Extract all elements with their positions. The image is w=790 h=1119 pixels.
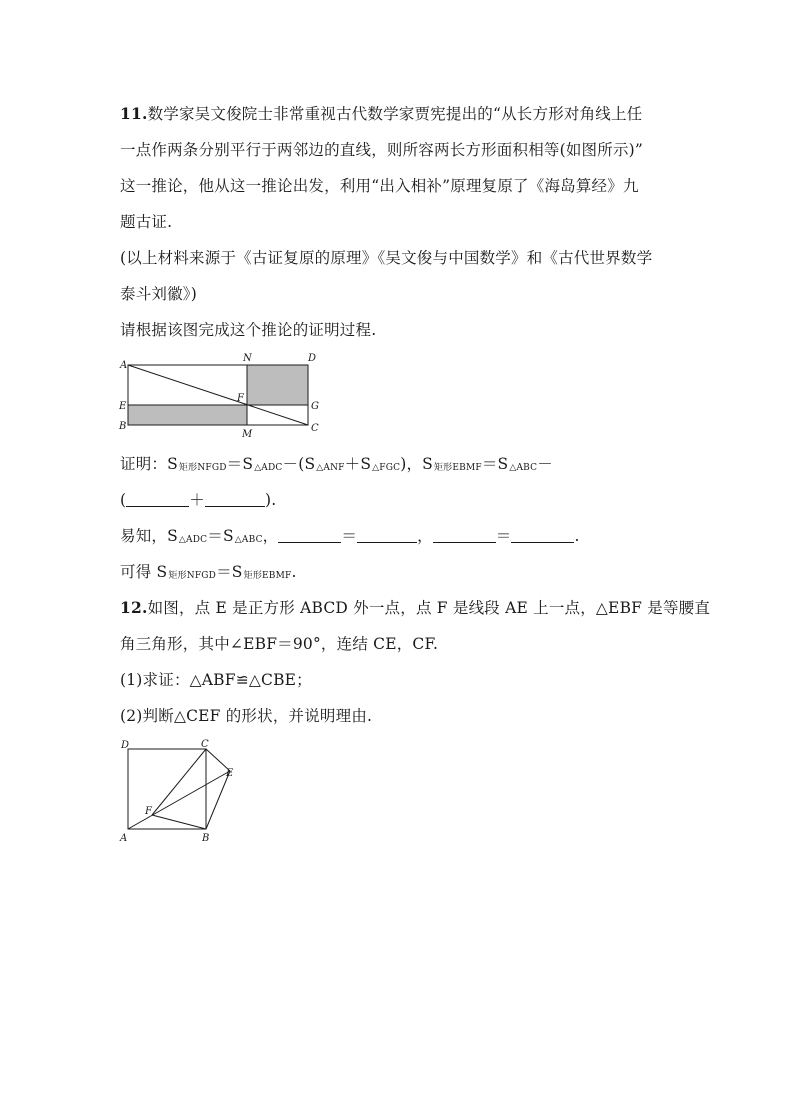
- label-b: B: [202, 833, 210, 844]
- q11-line-1: [120, 104, 642, 124]
- proof-l1-c: －(S: [282, 455, 316, 473]
- proof-l1-sub4: △FGC: [372, 463, 401, 473]
- answer-blank-6[interactable]: [511, 528, 574, 543]
- q12-text-1: 如图，点 E 是正方形 ABCD 外一点，点 F 是线段 AE 上一点，△EBF 是等腰直: [147, 599, 711, 617]
- proof-l3-b: ＝S: [207, 527, 234, 545]
- q11-text-1: 数学家吴文俊院士非常重视古代数学家贾宪提出的“从长方形对角线上任: [147, 105, 643, 123]
- answer-blank-5[interactable]: [433, 528, 496, 543]
- proof-l4-sub2: 矩形EBMF: [243, 571, 292, 581]
- q12-line-3: (1)求证：△ABF≌△CBE；: [120, 671, 312, 689]
- label-a: A: [120, 833, 128, 844]
- q12-number: 12.: [120, 598, 148, 617]
- proof-l4-c: .: [291, 563, 297, 581]
- segment-bf: [152, 815, 206, 829]
- answer-blank-2[interactable]: [205, 492, 265, 507]
- proof-line-3: [120, 526, 580, 550]
- label-c: C: [201, 739, 209, 750]
- label-d: D: [308, 353, 317, 364]
- q11-line-3: 这一推论，他从这一推论出发，利用“出入相补”原理复原了《海岛算经》九: [120, 177, 639, 195]
- q11-line-2: 一点作两条分别平行于两邻边的直线，则所容两长方形面积相等(如图所示)”: [120, 141, 644, 159]
- label-f: F: [237, 393, 244, 404]
- proof-l1-sub6: △ABC: [509, 463, 538, 473]
- proof-l4-b: ＝S: [216, 563, 243, 581]
- proof-l4-a: 可得 S: [120, 563, 168, 581]
- proof-l3-sub1: △ADC: [178, 535, 208, 545]
- rect-ebmf-shaded: [128, 405, 247, 425]
- segment-be: [206, 771, 230, 829]
- q11-line-7: 请根据该图完成这个推论的证明过程.: [120, 321, 377, 339]
- proof-l3-eq1: ＝: [341, 527, 358, 545]
- proof-l2-open: (: [120, 491, 127, 509]
- q12-line-1: [120, 598, 710, 618]
- q12-line-4: (2)判断△CEF 的形状，并说明理由.: [120, 707, 373, 725]
- label-a: A: [120, 360, 128, 371]
- segment-ae: [128, 771, 230, 829]
- proof-l2-plus: ＋: [189, 491, 205, 509]
- proof-l1-f: ＝S: [481, 455, 509, 473]
- q12-line-2: 角三角形，其中∠EBF＝90°，连结 CE，CF.: [120, 635, 439, 653]
- q11-number: 11.: [120, 104, 148, 123]
- proof-l1-d: ＋S: [344, 455, 372, 473]
- label-g: G: [311, 401, 319, 412]
- proof-l1-b: ＝S: [226, 455, 254, 473]
- proof-l1-sub5: 矩形EBMF: [433, 463, 482, 473]
- proof-l4-sub1: 矩形NFGD: [168, 571, 217, 581]
- label-d: D: [121, 740, 130, 751]
- proof-l3-c: ，: [262, 527, 279, 545]
- q11-line-5: (以上材料来源于《古证复原的原理》《吴文俊与中国数学》和《古代世界数学: [120, 249, 653, 267]
- q12-square-figure: [112, 735, 252, 850]
- proof-l3-sub2: △ABC: [234, 535, 263, 545]
- proof-l1-e: )，S: [400, 455, 433, 473]
- proof-l3-end: .: [574, 527, 580, 545]
- label-e: E: [119, 401, 127, 412]
- proof-l1-g: －: [537, 455, 553, 473]
- proof-line-1: [120, 454, 553, 478]
- answer-blank-4[interactable]: [357, 528, 417, 543]
- label-f: F: [145, 806, 152, 817]
- proof-l1-a: 证明：S: [120, 455, 178, 473]
- answer-blank-3[interactable]: [278, 528, 341, 543]
- label-m: M: [242, 429, 253, 440]
- label-e: E: [226, 768, 234, 779]
- rect-nfgd-shaded: [247, 365, 308, 405]
- proof-l1-sub3: △ANF: [316, 463, 345, 473]
- proof-l3-eq2: ＝: [495, 527, 512, 545]
- proof-line-2: [120, 490, 276, 510]
- answer-blank-1[interactable]: [126, 492, 189, 507]
- label-b: B: [119, 421, 127, 432]
- proof-l3-a: 易知，S: [120, 527, 178, 545]
- q11-line-6: 泰斗刘徽》): [120, 285, 197, 303]
- q11-line-4: 题古证.: [120, 213, 173, 231]
- proof-l1-sub2: △ADC: [254, 463, 283, 473]
- label-c: C: [311, 423, 319, 434]
- proof-l2-close: ).: [264, 491, 277, 509]
- proof-l3-comma: ，: [417, 527, 433, 545]
- label-n: N: [243, 353, 252, 364]
- proof-line-4: [120, 562, 297, 586]
- square-abcd: [128, 749, 206, 829]
- proof-l1-sub1: 矩形NFGD: [178, 463, 227, 473]
- segment-cf: [152, 749, 206, 815]
- q11-rectangle-figure: [112, 350, 327, 442]
